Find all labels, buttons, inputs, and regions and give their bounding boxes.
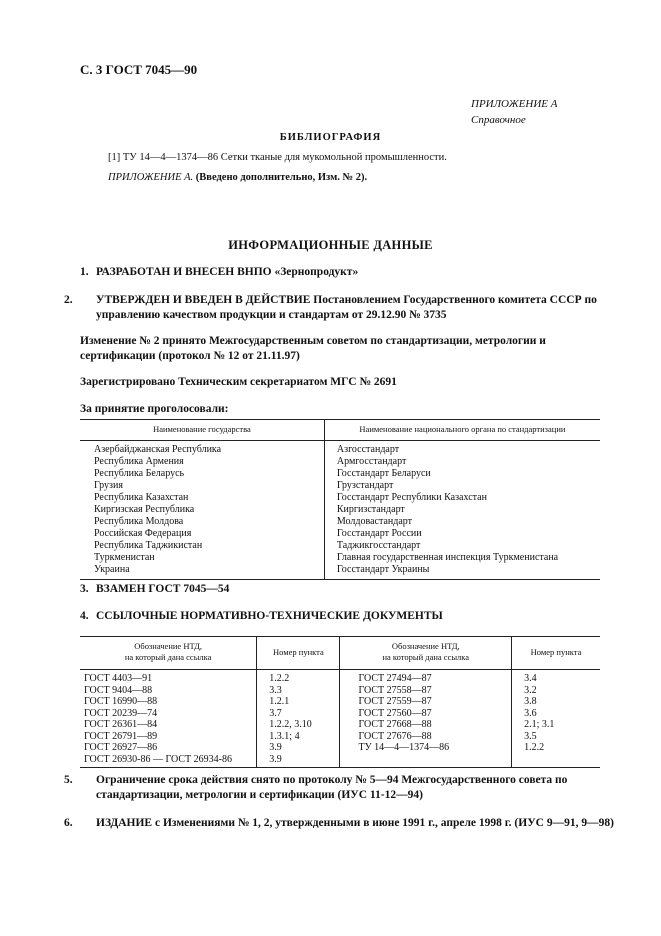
standards-body-cell: Киргизстандарт: [324, 504, 600, 516]
ref-doc-cell: [340, 754, 512, 768]
ref-doc-cell: ГОСТ 27560—87: [340, 708, 512, 720]
appendix-label: [471, 96, 581, 128]
table-row: [80, 754, 600, 768]
refs-col-doc-left: [80, 637, 257, 670]
section-6: [64, 816, 616, 831]
section-4-text: ССЫЛОЧНЫЕ НОРМАТИВНО-ТЕХНИЧЕСКИЕ ДОКУМЕНТЫ: [96, 610, 443, 622]
table-row: [80, 504, 600, 516]
appendix-type: Справочное: [471, 114, 526, 126]
ref-item-cell: 1.2.1: [257, 696, 340, 708]
table-row: [80, 696, 600, 708]
state-name-cell: Республика Беларусь: [94, 468, 185, 479]
standards-body-cell: Грузстандарт: [324, 480, 600, 492]
state-name-cell: Республика Таджикистан: [94, 540, 203, 551]
section-3-text: ВЗАМЕН ГОСТ 7045—54: [96, 583, 230, 595]
section-5-number: 5.: [64, 774, 73, 786]
ref-item-cell: 3.7: [257, 708, 340, 720]
state-name-cell: Киргизская Республика: [94, 504, 195, 515]
ref-doc-cell: ГОСТ 27559—87: [340, 696, 512, 708]
ref-doc-cell: ГОСТ 16990—88: [84, 696, 158, 707]
ref-item-cell: 1.2.2: [257, 670, 340, 685]
ref-item-cell: [512, 754, 600, 768]
appendix-title: ПРИЛОЖЕНИЕ А: [471, 98, 558, 110]
refs-col-doc-right-line1: Обозначение НТД,: [391, 641, 460, 651]
refs-table: [80, 636, 600, 768]
bibliography-note-label: ПРИЛОЖЕНИЕ А.: [108, 172, 194, 183]
bibliography-note: [108, 172, 367, 183]
section-2: [64, 293, 616, 323]
table-row: [80, 528, 600, 540]
section-6-number: 6.: [64, 817, 73, 829]
ref-doc-cell: ГОСТ 27494—87: [340, 670, 512, 685]
ref-doc-cell: ГОСТ 27558—87: [340, 685, 512, 697]
ref-doc-cell: ГОСТ 9404—88: [84, 684, 153, 696]
section-1: [80, 265, 358, 280]
registration-note: Зарегистрировано Техническим секретариатом МГС № 2691: [80, 376, 397, 388]
section-2-lead: УТВЕРЖДЕН И ВВЕДЕН В ДЕЙСТВИЕ: [96, 294, 311, 306]
table-row: [80, 456, 600, 468]
table-row: [80, 708, 600, 720]
section-2-number: 2.: [64, 294, 73, 306]
ref-doc-cell: ГОСТ 26361—84: [84, 719, 158, 730]
refs-table-body: [80, 670, 600, 768]
page-header: С. 3 ГОСТ 7045—90: [80, 62, 198, 77]
ref-item-cell: 3.3: [257, 685, 340, 697]
table-row: [80, 468, 600, 480]
votes-col-state: Наименование государства: [80, 420, 324, 441]
state-name-cell: Туркменистан: [94, 552, 155, 563]
state-name-cell: Республика Армения: [94, 456, 184, 467]
votes-table-body: [80, 441, 600, 580]
section-6-text: ИЗДАНИЕ с Изменениями № 1, 2, утвержденными в июне 1991 г., апреле 1998 г. (ИУС 9—91, 9—98): [96, 817, 614, 829]
standards-body-cell: Армгосстандарт: [324, 456, 600, 468]
votes-table: [80, 419, 600, 580]
ref-doc-cell: ГОСТ 27668—88: [340, 719, 512, 731]
table-row: [80, 564, 600, 580]
section-2-text: Постановлением Государственного комитета СССР по управлению качеством продукции и стандартам от 29.12.90 № 3735: [96, 294, 597, 321]
ref-doc-cell: ТУ 14—4—1374—86: [340, 742, 512, 754]
table-row: [80, 742, 600, 754]
ref-item-cell: 1.2.2: [512, 742, 600, 754]
state-name-cell: Республика Казахстан: [94, 492, 189, 503]
ref-doc-cell: ГОСТ 26791—89: [84, 730, 158, 742]
info-title: ИНФОРМАЦИОННЫЕ ДАННЫЕ: [228, 238, 433, 252]
ref-item-cell: 3.9: [257, 742, 340, 754]
bibliography-item: [1] ТУ 14—4—1374—86 Сетки тканые для мукомольной промышленности.: [108, 152, 447, 163]
ref-item-cell: 3.9: [257, 754, 340, 768]
section-4-number: 4.: [80, 610, 89, 622]
table-row: [80, 670, 600, 685]
table-row: [80, 552, 600, 564]
ref-doc-cell: ГОСТ 4403—91: [84, 673, 153, 684]
standards-body-cell: Госстандарт Беларуси: [324, 468, 600, 480]
ref-item-cell: 2.1; 3.1: [512, 719, 600, 731]
standards-body-cell: Молдовастандарт: [324, 516, 600, 528]
votes-col-body: Наименование национального органа по стандартизации: [324, 420, 600, 441]
refs-col-item-right: Номер пункта: [512, 637, 600, 670]
refs-col-doc-right-line2: на который дана ссылка: [382, 652, 470, 662]
ref-doc-cell: ГОСТ 26930-86 — ГОСТ 26934-86: [80, 754, 257, 768]
ref-doc-cell: ГОСТ 20239—74: [84, 707, 158, 719]
ref-doc-cell: ГОСТ 26927—86: [84, 742, 158, 753]
standards-body-cell: Главная государственная инспекция Туркменистана: [324, 552, 600, 564]
ref-item-cell: 3.8: [512, 696, 600, 708]
standards-body-cell: Госстандарт России: [324, 528, 600, 540]
change-2-note: Изменение № 2 принято Межгосударственным советом по стандартизации, метрологии и сертификации (протокол № 12 от 21.11.97): [80, 335, 546, 362]
state-name-cell: Украина: [80, 564, 324, 580]
section-3: [80, 582, 229, 597]
standards-body-cell: Госстандарт Республики Казахстан: [324, 492, 600, 504]
refs-col-item-left: Номер пункта: [257, 637, 340, 670]
table-row: [80, 492, 600, 504]
ref-item-cell: 3.5: [512, 731, 600, 743]
table-row: [80, 540, 600, 552]
table-row: [80, 685, 600, 697]
standards-body-cell: Таджикгосстандарт: [324, 540, 600, 552]
state-name-cell: Грузия: [94, 480, 123, 491]
ref-item-cell: 3.2: [512, 685, 600, 697]
table-row: [80, 731, 600, 743]
section-5: [64, 773, 616, 803]
ref-item-cell: 3.4: [512, 670, 600, 685]
section-4: [80, 609, 443, 624]
refs-col-doc-left-line1: Обозначение НТД,: [134, 641, 203, 651]
table-row: [80, 516, 600, 528]
section-1-number: 1.: [80, 266, 89, 278]
standards-body-cell: Госстандарт Украины: [324, 564, 600, 580]
refs-col-doc-left-line2: на который дана ссылка: [124, 652, 212, 662]
section-5-text: Ограничение срока действия снято по протоколу № 5—94 Межгосударственного совета по стандартизации, метрологии и сертификации (ИУС 11-12—94): [96, 774, 568, 801]
ref-item-cell: 1.3.1; 4: [257, 731, 340, 743]
section-1-text: РАЗРАБОТАН И ВНЕСЕН ВНПО «Зернопродукт»: [96, 266, 359, 278]
bibliography-note-text: (Введено дополнительно, Изм. № 2).: [195, 172, 368, 183]
voted-label: За принятие проголосовали:: [80, 403, 229, 415]
bibliography-title: БИБЛИОГРАФИЯ: [279, 132, 382, 143]
standards-body-cell: Азгосстандарт: [324, 441, 600, 457]
table-row: [80, 719, 600, 731]
table-row: [80, 480, 600, 492]
ref-item-cell: 3.6: [512, 708, 600, 720]
state-name-cell: Российская Федерация: [94, 528, 192, 539]
table-row: [80, 441, 600, 457]
state-name-cell: Азербайджанская Республика: [94, 444, 222, 455]
section-3-number: 3.: [80, 583, 89, 595]
ref-doc-cell: ГОСТ 27676—88: [340, 731, 512, 743]
ref-item-cell: 1.2.2, 3.10: [257, 719, 340, 731]
state-name-cell: Республика Молдова: [94, 516, 184, 527]
refs-col-doc-right: [340, 637, 512, 670]
